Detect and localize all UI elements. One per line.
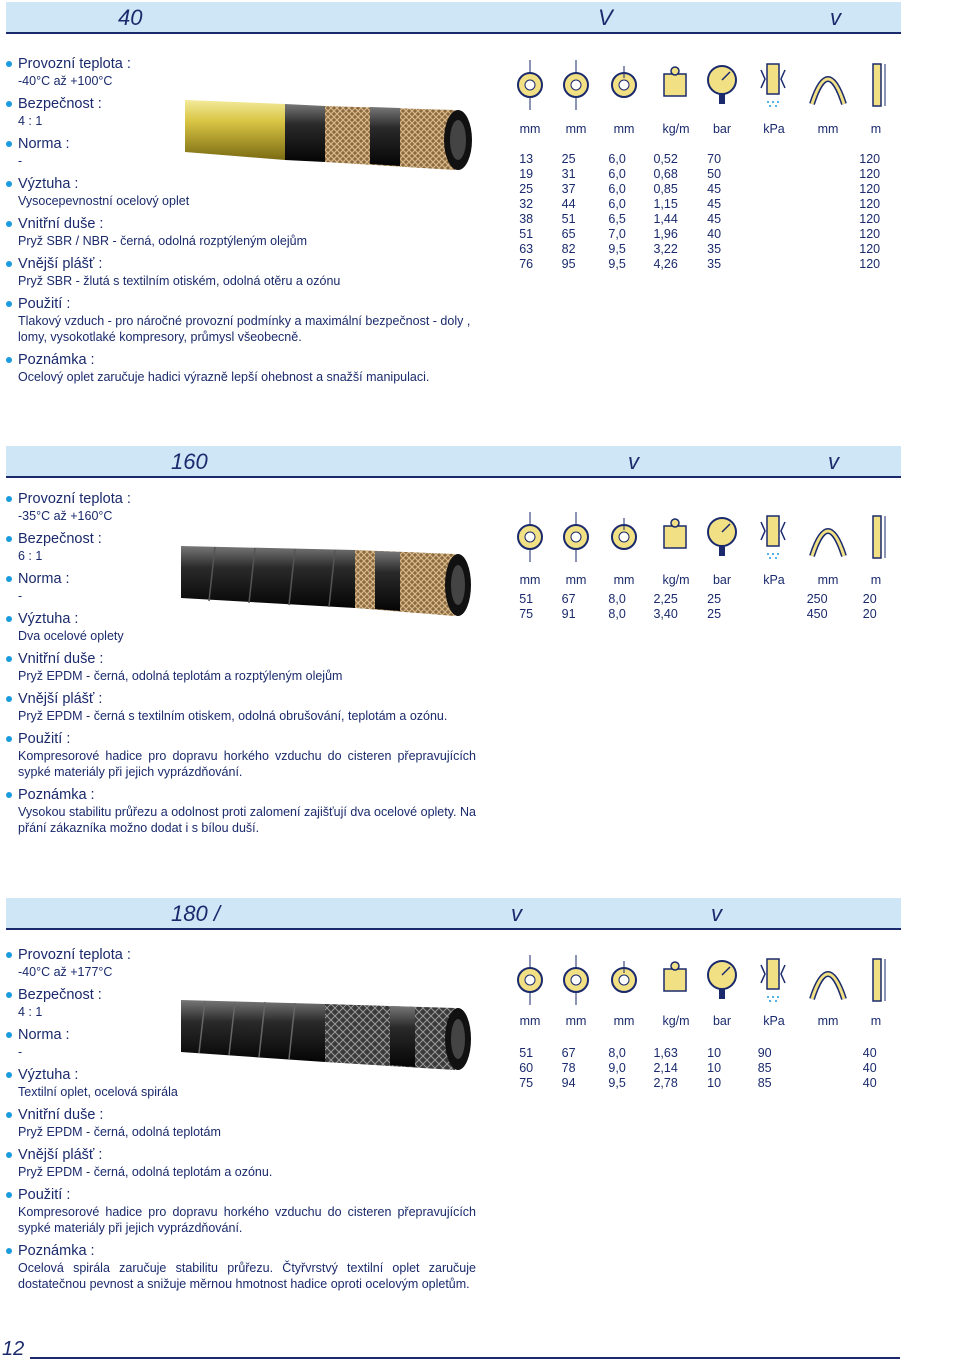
unit-label: kg/m [662, 122, 690, 136]
spec-value: 4 : 1 [18, 114, 43, 128]
unit-label: kg/m [662, 573, 690, 587]
table-cell: 6,0 [608, 167, 626, 181]
bullet-icon [6, 536, 12, 542]
table-cell: 120 [859, 212, 881, 226]
bend-radius-icon [808, 512, 848, 562]
table-cell: 91 [561, 607, 576, 621]
spec-label: Provozní teplota : [6, 490, 476, 508]
table-cell: 8,0 [608, 592, 626, 606]
spec-value: Textilní oplet, ocelová spirála [18, 1085, 178, 1099]
spec-table [508, 152, 896, 272]
bullet-icon [6, 992, 12, 998]
table-cell: 1,63 [653, 1046, 678, 1060]
table-cell: 85 [757, 1061, 772, 1075]
table-cell: 120 [859, 167, 881, 181]
pressure-gauge-icon [706, 512, 738, 562]
bullet-icon [6, 1112, 12, 1118]
table-cell [791, 1046, 844, 1061]
table-row [508, 1046, 896, 1061]
table-cell [738, 257, 791, 272]
table-cell: 37 [561, 182, 576, 196]
table-cell [791, 197, 844, 212]
unit-label: kPa [763, 573, 785, 587]
bullet-icon [6, 221, 12, 227]
spec-label: Výztuha : [6, 1066, 476, 1084]
table-row [508, 197, 896, 212]
inner-diameter-icon [516, 512, 544, 562]
spec-value: Tlakový vzduch - pro náročné provozní podmínky a maximální bezpečnost - doly , lomy, vysokotlaké kompresory, průmysl všeobecně. [18, 314, 471, 344]
hose-image [175, 540, 475, 625]
table-cell: 50 [707, 167, 722, 181]
bend-radius-icon [808, 60, 848, 110]
table-cell [738, 167, 791, 182]
table-cell: 120 [859, 227, 881, 241]
table-cell: 120 [859, 182, 881, 196]
table-row [508, 167, 896, 182]
table-cell: 19 [519, 167, 534, 181]
section-title: 180 / [171, 901, 220, 926]
section-col-label: v [511, 901, 522, 926]
spec-label: Provozní teplota : [6, 946, 476, 964]
bullet-icon [6, 1192, 12, 1198]
spec-label: Provozní teplota : [6, 55, 476, 73]
table-cell: 38 [519, 212, 534, 226]
section-title: 160 [171, 449, 208, 474]
inner-diameter-icon [516, 60, 544, 110]
bullet-icon [6, 1152, 12, 1158]
table-cell: 45 [707, 197, 722, 211]
spec-icons-row [510, 60, 890, 116]
table-row [508, 592, 896, 607]
spec-table [508, 592, 896, 622]
outer-diameter-icon [562, 512, 590, 562]
section-title: 40 [118, 5, 143, 30]
table-cell: 51 [519, 592, 534, 606]
table-cell: 40 [707, 227, 722, 241]
table-cell [738, 152, 791, 167]
bullet-icon [6, 576, 12, 582]
table-cell: 51 [519, 1046, 534, 1060]
spec-value: Dva ocelové oplety [18, 629, 124, 643]
table-cell: 70 [707, 152, 722, 166]
page-number: 12 [2, 1338, 25, 1360]
spec-value: Kompresorové hadice pro dopravu horkého vzduchu do cisteren přepravujících sypké materiály při jejich vyprázdňování. [18, 749, 476, 779]
unit-label: m [870, 573, 882, 587]
table-cell: 63 [519, 242, 534, 256]
bullet-icon [6, 952, 12, 958]
spec-label: Bezpečnost : [6, 95, 476, 113]
table-cell: 3,40 [653, 607, 678, 621]
bullet-icon [6, 357, 12, 363]
unit-labels-row [510, 122, 890, 138]
table-cell: 4,26 [653, 257, 678, 271]
table-cell: 9,0 [608, 1061, 626, 1075]
bullet-icon [6, 616, 12, 622]
bullet-icon [6, 261, 12, 267]
unit-label: bar [712, 122, 732, 136]
table-cell: 6,0 [608, 152, 626, 166]
pressure-gauge-icon [706, 60, 738, 110]
table-cell: 10 [707, 1061, 722, 1075]
spec-value: Pryž SBR - žlutá s textilním otiském, odolná otěru a ozónu [18, 274, 341, 288]
table-cell: 9,5 [608, 1076, 626, 1090]
table-row [508, 182, 896, 197]
section-col-label: v [711, 901, 722, 926]
table-cell: 40 [862, 1046, 877, 1060]
table-cell [791, 167, 844, 182]
table-cell: 25 [561, 152, 576, 166]
table-cell [791, 242, 844, 257]
table-cell: 1,15 [653, 197, 678, 211]
spec-value: Vysocepevnostní ocelový oplet [18, 194, 190, 208]
footer-divider [30, 1357, 900, 1359]
length-icon [866, 955, 888, 1005]
table-cell: 51 [561, 212, 576, 226]
unit-label: mm [519, 1014, 541, 1028]
table-cell: 65 [561, 227, 576, 241]
spec-label: Bezpečnost : [6, 530, 476, 548]
spec-value: -40°C až +177°C [18, 965, 113, 979]
unit-label: kPa [763, 122, 785, 136]
outer-diameter-icon [562, 60, 590, 110]
table-cell: 40 [862, 1076, 877, 1090]
bullet-icon [6, 1072, 12, 1078]
table-cell: 35 [707, 242, 722, 256]
table-cell: 0,52 [653, 152, 678, 166]
bullet-icon [6, 1248, 12, 1254]
spec-label: Vnitřní duše : [6, 650, 476, 668]
spec-label: Poznámka : [6, 1242, 476, 1260]
spec-label: Norma : [6, 135, 476, 153]
table-cell [738, 182, 791, 197]
table-cell [738, 592, 791, 607]
bullet-icon [6, 792, 12, 798]
spec-value: 6 : 1 [18, 549, 43, 563]
weight-icon [660, 60, 690, 110]
spec-value: Ocelový oplet zaručuje hadici výrazně lepší ohebnost a snažší manipulaci. [18, 370, 430, 384]
table-cell: 450 [806, 607, 828, 621]
spec-value: -35°C až +160°C [18, 509, 113, 523]
hose-image [175, 90, 475, 180]
table-cell [791, 212, 844, 227]
weight-icon [660, 512, 690, 562]
bullet-icon [6, 61, 12, 67]
unit-label: mm [565, 122, 587, 136]
section-col-label: v [828, 449, 839, 474]
spec-value: - [18, 1045, 23, 1059]
table-cell [738, 242, 791, 257]
table-cell: 67 [561, 1046, 576, 1060]
section-col-label: V [598, 5, 613, 30]
inner-diameter-icon [516, 955, 544, 1005]
spec-value: Ocelová spirála zaručuje stabilitu průřezu. Čtyřvrstvý textilní oplet zaručuje dostatečnou pevnost a snižuje měrnou hmotnost hadice oproti ocelovým opletům. [18, 1261, 476, 1291]
unit-label: mm [613, 122, 635, 136]
table-row [508, 152, 896, 167]
unit-label: kPa [763, 1014, 785, 1028]
table-cell: 51 [519, 227, 534, 241]
table-cell [791, 257, 844, 272]
section-header-band [6, 898, 901, 930]
table-row [508, 607, 896, 622]
table-cell: 250 [806, 592, 828, 606]
table-cell: 10 [707, 1076, 722, 1090]
table-cell: 85 [757, 1076, 772, 1090]
spec-label: Vnitřní duše : [6, 1106, 476, 1124]
spec-label: Použití : [6, 730, 476, 748]
weight-icon [660, 955, 690, 1005]
section-header-band [6, 446, 901, 478]
section-header-band [6, 2, 901, 34]
table-cell: 60 [519, 1061, 534, 1075]
spec-label: Norma : [6, 570, 476, 588]
spec-label: Použití : [6, 295, 476, 313]
unit-label: mm [565, 573, 587, 587]
unit-label: mm [817, 1014, 839, 1028]
spec-table [508, 1046, 896, 1091]
table-cell [791, 182, 844, 197]
spec-label: Vnější plášť : [6, 255, 476, 273]
length-icon [866, 512, 888, 562]
table-cell [738, 197, 791, 212]
table-cell: 1,44 [653, 212, 678, 226]
bullet-icon [6, 181, 12, 187]
table-cell: 1,96 [653, 227, 678, 241]
bullet-icon [6, 656, 12, 662]
table-cell: 67 [561, 592, 576, 606]
spec-value: Vysokou stabilitu průřezu a odolnost proti zalomení zajišťují dva ocelové oplety. Na přání zákazníka možno dodat i s bílou duší. [18, 805, 476, 835]
unit-label: mm [817, 573, 839, 587]
table-cell: 40 [862, 1061, 877, 1075]
table-cell: 2,25 [653, 592, 678, 606]
table-cell: 44 [561, 197, 576, 211]
table-cell [738, 212, 791, 227]
table-cell [738, 607, 791, 622]
unit-label: kg/m [662, 1014, 690, 1028]
table-cell: 3,22 [653, 242, 678, 256]
spec-label: Vnitřní duše : [6, 215, 476, 233]
spec-value: Pryž EPDM - černá s textilním otiskem, odolná obrušování, teplotám a ozónu. [18, 709, 448, 723]
section-col-label: v [830, 5, 841, 30]
spec-label: Norma : [6, 1026, 476, 1044]
table-row [508, 242, 896, 257]
spec-value: Pryž SBR / NBR - černá, odolná rozptýleným olejům [18, 234, 307, 248]
spec-icons-row [510, 955, 890, 1011]
table-row [508, 1061, 896, 1076]
spec-value: Pryž EPDM - černá, odolná teplotám [18, 1125, 221, 1139]
table-row [508, 1076, 896, 1091]
table-cell: 35 [707, 257, 722, 271]
table-cell: 120 [859, 242, 881, 256]
unit-label: mm [817, 122, 839, 136]
unit-label: mm [519, 573, 541, 587]
unit-label: m [870, 122, 882, 136]
spec-label: Bezpečnost : [6, 986, 476, 1004]
spec-value: Kompresorové hadice pro dopravu horkého vzduchu do cisteren přepravujících sypké materiály při jejich vyprázdňování. [18, 1205, 476, 1235]
wall-thickness-icon [610, 512, 638, 562]
spec-label: Použití : [6, 1186, 476, 1204]
unit-label: mm [565, 1014, 587, 1028]
unit-label: mm [613, 1014, 635, 1028]
table-cell: 6,0 [608, 197, 626, 211]
table-cell: 120 [859, 257, 881, 271]
table-cell [791, 1076, 844, 1091]
bullet-icon [6, 496, 12, 502]
table-cell: 82 [561, 242, 576, 256]
table-cell: 2,78 [653, 1076, 678, 1090]
table-cell: 6,5 [608, 212, 626, 226]
spec-icons-row [510, 512, 890, 568]
unit-label: mm [519, 122, 541, 136]
spec-label: Poznámka : [6, 786, 476, 804]
spec-value: - [18, 589, 23, 603]
bullet-icon [6, 101, 12, 107]
table-cell [791, 1061, 844, 1076]
table-cell: 90 [757, 1046, 772, 1060]
spec-label: Poznámka : [6, 351, 476, 369]
table-cell: 45 [707, 182, 722, 196]
table-cell: 45 [707, 212, 722, 226]
vacuum-icon [758, 512, 788, 562]
length-icon [866, 60, 888, 110]
table-cell: 78 [561, 1061, 576, 1075]
spec-value: - [18, 154, 23, 168]
outer-diameter-icon [562, 955, 590, 1005]
section-col-label: v [628, 449, 639, 474]
spec-value: -40°C až +100°C [18, 74, 113, 88]
table-cell: 8,0 [608, 1046, 626, 1060]
spec-value: Pryž EPDM - černá, odolná teplotám a rozptýleným olejům [18, 669, 343, 683]
table-cell: 8,0 [608, 607, 626, 621]
table-cell: 25 [519, 182, 534, 196]
table-cell: 10 [707, 1046, 722, 1060]
bullet-icon [6, 301, 12, 307]
bullet-icon [6, 696, 12, 702]
table-cell: 2,14 [653, 1061, 678, 1075]
table-cell [791, 227, 844, 242]
table-row [508, 212, 896, 227]
table-cell: 31 [561, 167, 576, 181]
unit-labels-row [510, 1014, 890, 1030]
unit-label: bar [712, 1014, 732, 1028]
table-cell: 9,5 [608, 257, 626, 271]
spec-label: Výztuha : [6, 175, 476, 193]
hose-image [175, 992, 475, 1077]
unit-label: mm [613, 573, 635, 587]
table-cell: 25 [707, 592, 722, 606]
table-cell: 94 [561, 1076, 576, 1090]
table-row [508, 257, 896, 272]
wall-thickness-icon [610, 60, 638, 110]
table-cell: 76 [519, 257, 534, 271]
bend-radius-icon [808, 955, 848, 1005]
table-cell: 7,0 [608, 227, 626, 241]
table-cell: 32 [519, 197, 534, 211]
spec-label: Vnější plášť : [6, 690, 476, 708]
wall-thickness-icon [610, 955, 638, 1005]
spec-value: Pryž EPDM - černá, odolná teplotám a ozónu. [18, 1165, 273, 1179]
spec-label: Výztuha : [6, 610, 476, 628]
vacuum-icon [758, 955, 788, 1005]
table-cell: 20 [862, 607, 877, 621]
unit-labels-row [510, 573, 890, 589]
table-cell: 0,68 [653, 167, 678, 181]
table-cell [791, 152, 844, 167]
spec-label: Vnější plášť : [6, 1146, 476, 1164]
table-cell [738, 227, 791, 242]
bullet-icon [6, 736, 12, 742]
table-cell: 9,5 [608, 242, 626, 256]
table-cell: 75 [519, 607, 534, 621]
table-cell: 25 [707, 607, 722, 621]
vacuum-icon [758, 60, 788, 110]
spec-value: 4 : 1 [18, 1005, 43, 1019]
table-cell: 6,0 [608, 182, 626, 196]
table-row [508, 227, 896, 242]
unit-label: m [870, 1014, 882, 1028]
table-cell: 0,85 [653, 182, 678, 196]
table-cell: 13 [519, 152, 534, 166]
table-cell: 95 [561, 257, 576, 271]
bullet-icon [6, 1032, 12, 1038]
table-cell: 75 [519, 1076, 534, 1090]
table-cell: 120 [859, 197, 881, 211]
table-cell: 20 [862, 592, 877, 606]
table-cell: 120 [859, 152, 881, 166]
bullet-icon [6, 141, 12, 147]
unit-label: bar [712, 573, 732, 587]
pressure-gauge-icon [706, 955, 738, 1005]
